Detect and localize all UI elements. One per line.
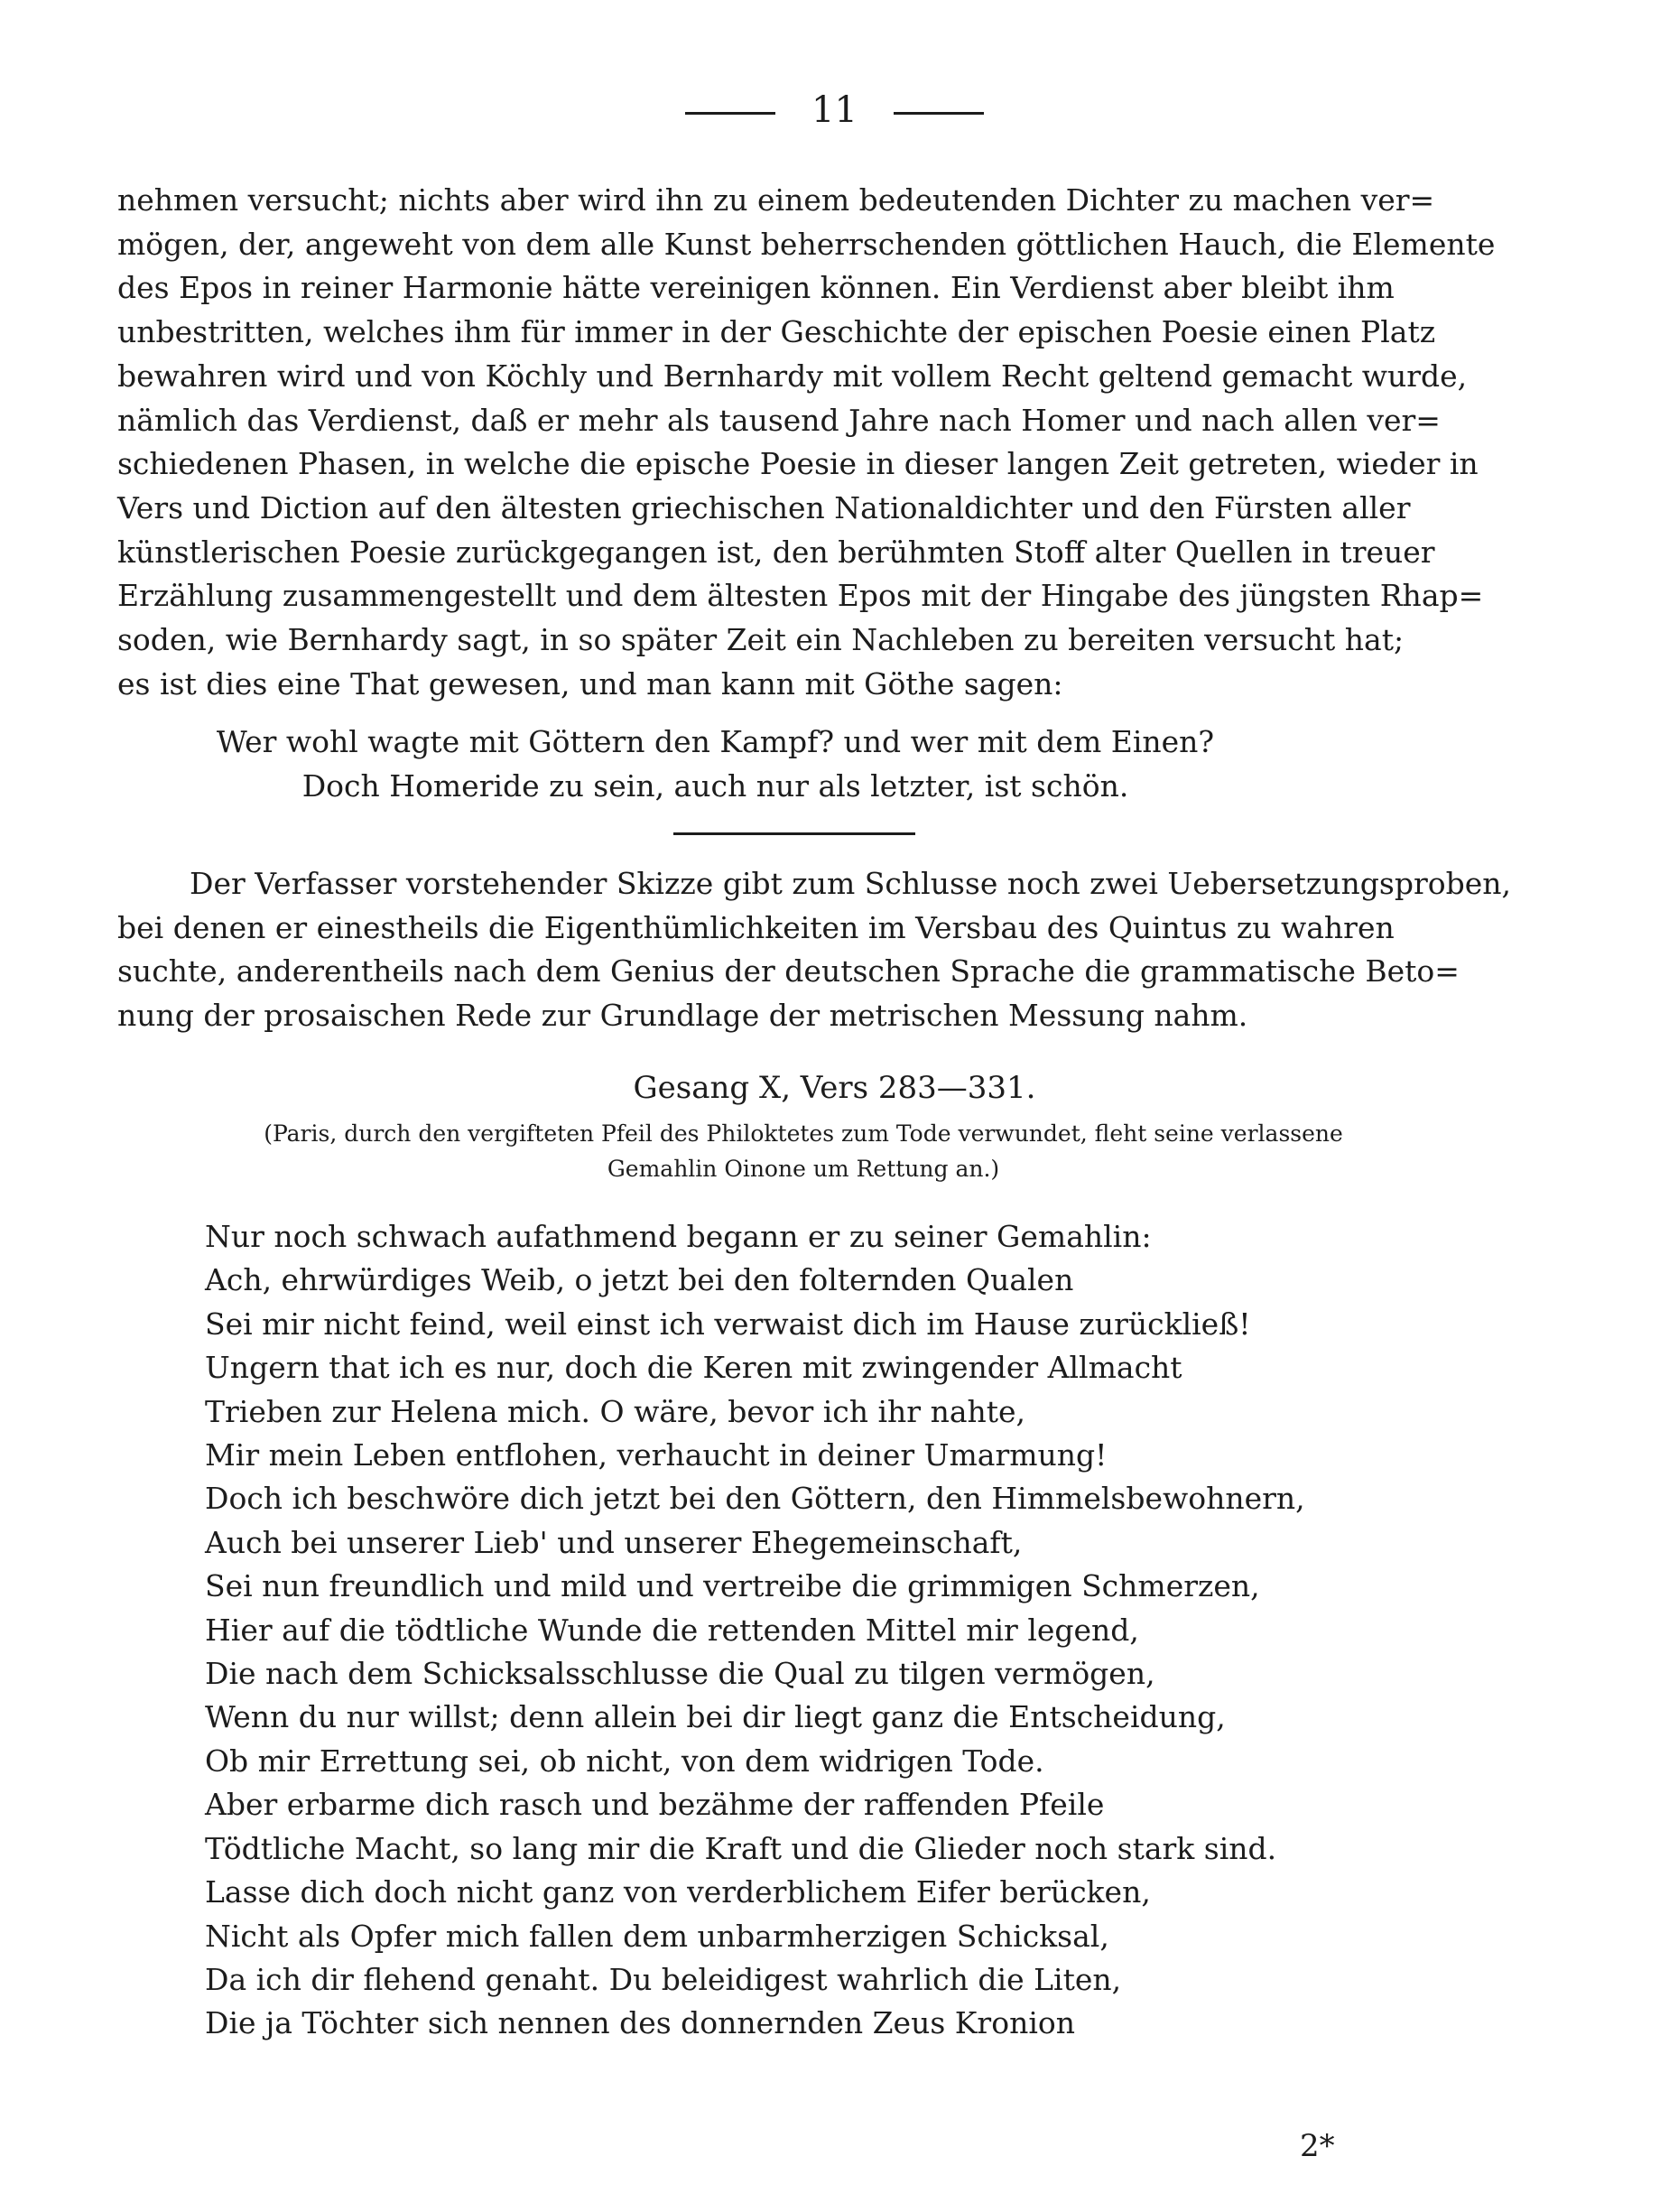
note-line: Gemahlin Oinone um Rettung an.) — [607, 1156, 1000, 1182]
header-rule-right — [894, 112, 984, 115]
verse-line: Nur noch schwach aufathmend begann er zu seiner Gemahlin: — [205, 1219, 1152, 1254]
note-line: (Paris, durch den vergifteten Pfeil des Philoktetes zum Tode verwundet, fleht seine verlassene — [264, 1120, 1343, 1147]
verse-line: Tödtliche Macht, so lang mir die Kraft und die Glieder noch stark sind. — [205, 1830, 1277, 1866]
song-note — [181, 1116, 1426, 1186]
song-title: Gesang X, Vers 283—331. — [633, 1070, 1036, 1106]
text-line: künstlerischen Poesie zurückgegangen ist, den berühmten Stoff alter Quellen in treuer — [117, 534, 1435, 570]
verse-line: Nicht als Opfer mich fallen dem unbarmherzigen Schicksal, — [205, 1918, 1109, 1954]
verse-line: Lasse dich doch nicht ganz von verderblichem Eifer berücken, — [205, 1874, 1151, 1910]
paragraph-1 — [117, 179, 1496, 706]
verse-line: Mir mein Leben entflohen, verhaucht in deiner Umarmung! — [205, 1437, 1108, 1473]
text-line: nung der prosaischen Rede zur Grundlage der metrischen Messung nahm. — [117, 998, 1248, 1034]
section-divider — [673, 832, 915, 835]
text-line: Vers und Diction auf den ältesten griechischen Nationaldichter und den Fürsten aller — [117, 489, 1411, 525]
text-line: des Epos in reiner Harmonie hätte vereinigen können. Ein Verdienst aber bleibt ihm — [117, 270, 1395, 306]
verse-block — [205, 1215, 1333, 2046]
text-line: Erzählung zusammengestellt und dem ältesten Epos mit der Hingabe des jüngsten Rhap= — [117, 578, 1484, 614]
verse-line: Aber erbarme dich rasch und bezähme der raffenden Pfeile — [205, 1787, 1105, 1823]
text-line: nehmen versucht; nichts aber wird ihn zu einem bedeutenden Dichter zu machen ver= — [117, 182, 1435, 218]
verse-line: Da ich dir flehend genaht. Du beleidigest wahrlich die Liten, — [205, 1961, 1122, 1997]
verse-line: Auch bei unserer Lieb' und unserer Ehegemeinschaft, — [205, 1524, 1023, 1560]
text-line: soden, wie Bernhardy sagt, in so später Zeit ein Nachleben zu bereiten versucht hat; — [117, 622, 1405, 658]
text-line: Der Verfasser vorstehender Skizze gibt zum Schlusse noch zwei Uebersetzungsproben, — [190, 866, 1512, 901]
text-line: bei denen er einestheils die Eigenthümlichkeiten im Versbau des Quintus zu wahren — [117, 909, 1395, 945]
text-line: nämlich das Verdienst, daß er mehr als tausend Jahre nach Homer und nach allen ver= — [117, 402, 1441, 438]
verse-line: Doch ich beschwöre dich jetzt bei den Göttern, den Himmelsbewohnern, — [205, 1481, 1305, 1517]
text-line: es ist dies eine That gewesen, und man kann mit Göthe sagen: — [117, 665, 1063, 702]
verse-line: Sei nun freundlich und mild und vertreibe die grimmigen Schmerzen, — [205, 1568, 1260, 1604]
verse-line: Ob mir Errettung sei, ob nicht, von dem widrigen Tode. — [205, 1743, 1044, 1779]
header-rule-left — [685, 112, 775, 115]
verse-line: Die ja Töchter sich nennen des donnernden Zeus Kronion — [205, 2005, 1075, 2041]
quote-line: Wer wohl wagte mit Göttern den Kampf? und wer mit dem Einen? — [216, 724, 1215, 759]
page-header — [0, 83, 1669, 137]
text-line: suchte, anderentheils nach dem Genius der deutschen Sprache die grammatische Beto= — [117, 953, 1460, 990]
text-line: unbestritten, welches ihm für immer in der Geschichte der epischen Poesie einen Platz — [117, 314, 1436, 350]
verse-line: Die nach dem Schicksalsschlusse die Qual zu tilgen vermögen, — [205, 1656, 1155, 1692]
verse-line: Trieben zur Helena mich. O wäre, bevor ich ihr nahte, — [205, 1393, 1026, 1429]
verse-line: Hier auf die tödtliche Wunde die rettenden Mittel mir legend, — [205, 1612, 1139, 1648]
text-line: bewahren wird und von Köchly und Bernhardy mit vollem Recht geltend gemacht wurde, — [117, 358, 1468, 394]
text-line: schiedenen Phasen, in welche die epische Poesie in dieser langen Zeit getreten, wieder in — [117, 446, 1479, 482]
verse-line: Wenn du nur willst; denn allein bei dir liegt ganz die Entscheidung, — [205, 1699, 1226, 1735]
verse-line: Ach, ehrwürdiges Weib, o jetzt bei den folternden Qualen — [205, 1262, 1074, 1298]
page-number: 11 — [811, 89, 858, 131]
verse-line: Ungern that ich es nur, doch die Keren mit zwingender Allmacht — [205, 1350, 1182, 1386]
quote-line: Doch Homeride zu sein, auch nur als letzter, ist schön. — [301, 767, 1129, 804]
paragraph-2 — [117, 862, 1512, 1038]
goethe-quote — [117, 720, 1313, 808]
verse-line: Sei mir nicht feind, weil einst ich verwaist dich im Hause zurückließ! — [205, 1306, 1251, 1342]
text-line: mögen, der, angeweht von dem alle Kunst beherrschenden göttlichen Hauch, die Elemente — [117, 226, 1496, 262]
signature-mark: 2* — [1300, 2128, 1335, 2164]
